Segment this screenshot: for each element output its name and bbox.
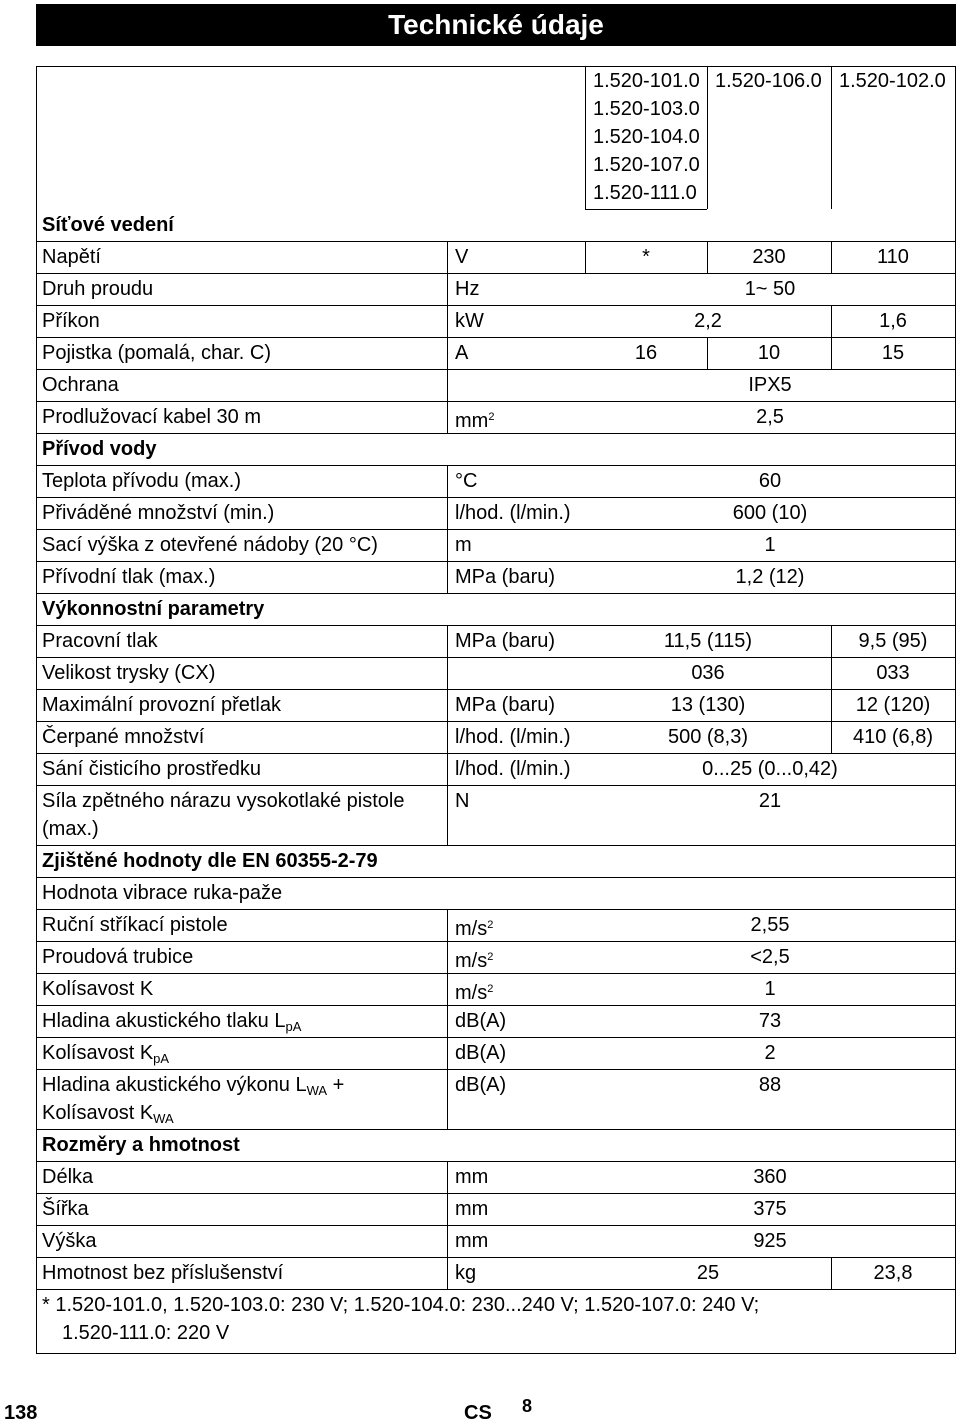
row-divider xyxy=(37,369,955,370)
row-unit: MPa (baru) xyxy=(455,694,556,716)
col-divider xyxy=(831,337,832,369)
row-label: Hmotnost bez příslušenství xyxy=(42,1262,284,1284)
row-value: 10 xyxy=(757,342,781,364)
row-divider xyxy=(37,625,955,626)
row-value: 23,8 xyxy=(873,1262,913,1284)
footnote-line: 1.520-111.0: 220 V xyxy=(62,1322,230,1344)
row-value: 036 xyxy=(691,662,725,684)
row-label: Výška xyxy=(42,1230,97,1252)
row-label: Velikost trysky (CX) xyxy=(42,662,216,684)
row-value: 375 xyxy=(753,1198,787,1220)
label-subscript: pA xyxy=(285,1019,302,1034)
label-text: Hladina akustického výkonu L xyxy=(42,1074,307,1096)
row-label: Přiváděné množství (min.) xyxy=(42,502,275,524)
col-divider xyxy=(447,625,448,657)
col-divider xyxy=(447,721,448,753)
unit-text: m/s xyxy=(455,950,488,972)
row-divider xyxy=(37,909,955,910)
col-divider xyxy=(585,241,586,273)
row-divider xyxy=(37,1069,955,1070)
row-divider xyxy=(37,529,955,530)
row-value: 925 xyxy=(753,1230,787,1252)
section-heading: Rozměry a hmotnost xyxy=(42,1134,240,1156)
row-label: Přívodní tlak (max.) xyxy=(42,566,216,588)
row-divider xyxy=(37,465,955,466)
row-divider xyxy=(37,845,955,846)
col-divider xyxy=(447,657,448,689)
model-number: 1.520-103.0 xyxy=(593,98,700,120)
unit-text: mm xyxy=(455,410,489,432)
col-divider xyxy=(447,465,448,497)
row-unit: kW xyxy=(455,310,484,332)
label-text: + xyxy=(327,1074,345,1096)
row-divider xyxy=(585,209,707,210)
row-value: 1 xyxy=(764,978,776,1000)
row-divider xyxy=(37,433,955,434)
row-divider xyxy=(37,241,955,242)
row-value: 21 xyxy=(758,790,782,812)
label-subscript: pA xyxy=(153,1051,170,1066)
row-label: Napětí xyxy=(42,246,101,268)
row-value: * xyxy=(642,246,650,268)
row-value: 13 (130) xyxy=(670,694,746,716)
row-value: 2,2 xyxy=(694,310,722,332)
label-text: Kolísavost K xyxy=(42,1102,154,1124)
row-label: Ruční stříkací pistole xyxy=(42,914,228,936)
col-divider xyxy=(831,67,832,209)
row-label xyxy=(42,1039,169,1073)
row-value: 360 xyxy=(753,1166,787,1188)
row-divider xyxy=(37,1161,955,1162)
language-code: CS xyxy=(464,1402,492,1424)
col-divider xyxy=(707,67,708,209)
row-divider xyxy=(37,973,955,974)
row-divider xyxy=(37,877,955,878)
row-label: Čerpané množství xyxy=(42,726,205,748)
row-value: 230 xyxy=(752,246,786,268)
row-value: 0...25 (0...0,42) xyxy=(702,758,838,780)
row-unit xyxy=(455,943,493,976)
row-divider xyxy=(37,273,955,274)
row-value: 15 xyxy=(881,342,905,364)
col-divider xyxy=(831,625,832,657)
model-number: 1.520-102.0 xyxy=(839,70,946,92)
row-label: Šířka xyxy=(42,1198,89,1220)
row-value: 600 (10) xyxy=(732,502,808,524)
row-divider xyxy=(37,785,955,786)
col-divider xyxy=(831,689,832,721)
row-unit: N xyxy=(455,790,470,812)
model-number: 1.520-106.0 xyxy=(715,70,822,92)
row-value: 2,55 xyxy=(750,914,790,936)
col-divider xyxy=(447,1257,448,1289)
row-unit: A xyxy=(455,342,469,364)
col-divider xyxy=(447,1225,448,1257)
row-value: 1~ 50 xyxy=(744,278,796,300)
col-divider xyxy=(707,241,708,273)
row-divider xyxy=(37,1037,955,1038)
unit-superscript: 2 xyxy=(487,983,494,995)
row-unit: V xyxy=(455,246,469,268)
row-divider xyxy=(37,401,955,402)
row-divider xyxy=(37,593,955,594)
row-value: 410 (6,8) xyxy=(852,726,934,748)
label-subscript: WA xyxy=(153,1111,174,1126)
col-divider xyxy=(831,657,832,689)
row-divider xyxy=(37,1193,955,1194)
model-number: 1.520-101.0 xyxy=(593,70,700,92)
row-divider xyxy=(37,1129,955,1130)
row-label: Sání čisticího prostředku xyxy=(42,758,261,780)
model-number: 1.520-111.0 xyxy=(593,182,697,204)
row-divider xyxy=(37,1225,955,1226)
col-divider xyxy=(447,689,448,721)
row-value: 16 xyxy=(634,342,658,364)
row-unit: mm xyxy=(455,1230,489,1252)
row-value: 25 xyxy=(696,1262,720,1284)
col-divider xyxy=(447,273,448,305)
col-divider xyxy=(447,1193,448,1225)
label-text: Hladina akustického tlaku L xyxy=(42,1010,286,1032)
col-divider xyxy=(447,1161,448,1193)
row-unit: dB(A) xyxy=(455,1074,507,1096)
label-text: Kolísavost K xyxy=(42,1042,154,1064)
footnote-line: * 1.520-101.0, 1.520-103.0: 230 V; 1.520-104.0: 230...240 V; 1.520-107.0: 240 V; xyxy=(42,1294,760,1316)
row-value: 11,5 (115) xyxy=(663,630,753,652)
row-label: Sací výška z otevřené nádoby (20 °C) xyxy=(42,534,378,556)
model-number: 1.520-107.0 xyxy=(593,154,700,176)
row-divider xyxy=(37,1005,955,1006)
row-label xyxy=(42,1007,301,1041)
col-divider xyxy=(831,1257,832,1289)
row-unit: MPa (baru) xyxy=(455,566,556,588)
row-label: Druh proudu xyxy=(42,278,154,300)
row-divider xyxy=(37,721,955,722)
col-divider xyxy=(447,369,448,401)
row-label: Kolísavost K xyxy=(42,978,154,1000)
label-subscript: WA xyxy=(306,1083,328,1098)
col-divider xyxy=(707,337,708,369)
col-divider xyxy=(447,561,448,593)
row-value: IPX5 xyxy=(748,374,792,396)
col-divider xyxy=(447,909,448,941)
col-divider xyxy=(447,401,448,433)
row-divider xyxy=(37,1289,955,1290)
row-value: 73 xyxy=(758,1010,782,1032)
row-label: Příkon xyxy=(42,310,100,332)
col-divider xyxy=(585,67,586,209)
row-value: 9,5 (95) xyxy=(858,630,928,652)
row-divider xyxy=(37,657,955,658)
col-divider xyxy=(831,305,832,337)
row-unit: kg xyxy=(455,1262,477,1284)
row-divider xyxy=(37,753,955,754)
row-divider xyxy=(37,337,955,338)
row-label-cont: (max.) xyxy=(42,818,99,840)
unit-superscript: 2 xyxy=(488,411,495,423)
row-label: Síla zpětného nárazu vysokotlaké pistole xyxy=(42,790,405,812)
row-divider xyxy=(37,497,955,498)
col-divider xyxy=(447,753,448,785)
row-unit: m xyxy=(455,534,472,556)
col-divider xyxy=(447,1037,448,1069)
row-label: Ochrana xyxy=(42,374,119,396)
col-divider xyxy=(447,1069,448,1129)
section-heading: Přívod vody xyxy=(42,438,157,460)
row-label: Maximální provozní přetlak xyxy=(42,694,281,716)
page-number: 138 xyxy=(4,1402,38,1424)
row-label: Hodnota vibrace ruka-paže xyxy=(42,882,283,904)
col-divider xyxy=(447,973,448,1005)
row-unit xyxy=(455,975,493,1008)
row-unit: °C xyxy=(455,470,478,492)
row-unit xyxy=(455,403,494,436)
col-divider xyxy=(447,529,448,561)
row-unit: dB(A) xyxy=(455,1010,507,1032)
page-title: Technické údaje xyxy=(36,4,956,46)
model-number: 1.520-104.0 xyxy=(593,126,700,148)
row-value: 033 xyxy=(876,662,910,684)
row-value: 2,5 xyxy=(756,406,784,428)
row-label: Délka xyxy=(42,1166,94,1188)
row-value: <2,5 xyxy=(750,946,790,968)
col-divider xyxy=(447,337,448,369)
section-heading: Výkonnostní parametry xyxy=(42,598,265,620)
row-divider xyxy=(37,689,955,690)
col-divider xyxy=(447,941,448,973)
unit-superscript: 2 xyxy=(487,919,494,931)
row-divider xyxy=(37,941,955,942)
col-divider xyxy=(447,1005,448,1037)
section-heading: Zjištěné hodnoty dle EN 60355-2-79 xyxy=(42,850,378,872)
col-divider xyxy=(831,241,832,273)
row-divider xyxy=(37,561,955,562)
row-value: 1 xyxy=(764,534,776,556)
row-unit: mm xyxy=(455,1166,489,1188)
unit-superscript: 2 xyxy=(487,951,494,963)
row-value: 500 (8,3) xyxy=(667,726,749,748)
row-label: Pojistka (pomalá, char. C) xyxy=(42,342,271,364)
row-value: 110 xyxy=(877,246,909,268)
row-unit: dB(A) xyxy=(455,1042,507,1064)
row-value: 1,2 (12) xyxy=(735,566,805,588)
section-page-number: 8 xyxy=(522,1396,533,1416)
section-heading: Síťové vedení xyxy=(42,214,174,236)
specs-table xyxy=(36,66,956,1354)
row-label: Pracovní tlak xyxy=(42,630,158,652)
row-label-cont xyxy=(42,1099,174,1133)
col-divider xyxy=(831,721,832,753)
row-unit: mm xyxy=(455,1198,489,1220)
row-unit: l/hod. (l/min.) xyxy=(455,726,571,748)
row-value: 60 xyxy=(758,470,782,492)
row-unit: l/hod. (l/min.) xyxy=(455,758,571,780)
row-value: 88 xyxy=(758,1074,782,1096)
row-label: Teplota přívodu (max.) xyxy=(42,470,241,492)
unit-text: m/s xyxy=(455,918,488,940)
row-divider xyxy=(37,305,955,306)
col-divider xyxy=(447,305,448,337)
row-value: 2 xyxy=(764,1042,776,1064)
col-divider xyxy=(447,497,448,529)
row-value: 12 (120) xyxy=(855,694,931,716)
col-divider xyxy=(447,785,448,845)
row-unit: Hz xyxy=(455,278,480,300)
unit-text: m/s xyxy=(455,982,488,1004)
row-label: Prodlužovací kabel 30 m xyxy=(42,406,262,428)
col-divider xyxy=(447,241,448,273)
row-value: 1,6 xyxy=(879,310,907,332)
row-unit: l/hod. (l/min.) xyxy=(455,502,571,524)
row-divider xyxy=(37,1257,955,1258)
row-label: Proudová trubice xyxy=(42,946,194,968)
row-unit: MPa (baru) xyxy=(455,630,556,652)
row-unit xyxy=(455,911,493,944)
